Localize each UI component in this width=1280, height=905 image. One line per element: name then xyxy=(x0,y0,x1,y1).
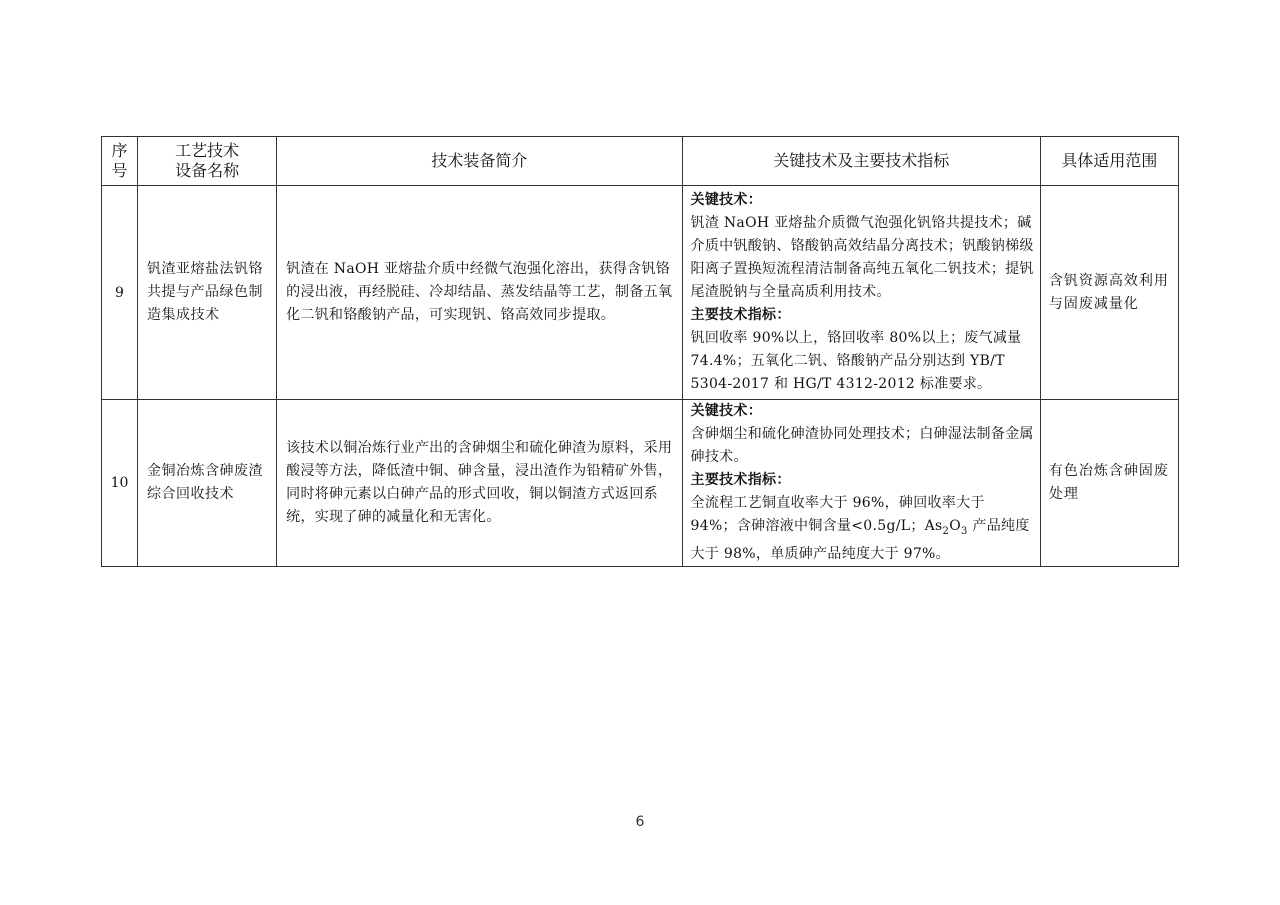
page-number: 6 xyxy=(635,814,645,830)
main-index-text: 钒回收率 90%以上，铬回收率 80%以上；废气减量 74.4%；五氧化二钒、铬酸钠产品分别达到 YB/T 5304-2017 和 HG/T 4312-2012 标准要求。 xyxy=(690,330,1022,392)
row-number: 9 xyxy=(102,186,138,400)
table-row xyxy=(102,400,1179,567)
key-technology-text: 含砷烟尘和硫化砷渣协同处理技术；白砷湿法制备金属砷技术。 xyxy=(690,426,1034,465)
technology-table xyxy=(101,136,1179,567)
technology-intro: 钒渣在 NaOH 亚熔盐介质中经微气泡强化溶出，获得含钒铬的浸出液，再经脱硅、冷却结晶、蒸发结晶等工艺，制备五氧化二钒和铬酸钠产品，可实现钒、铬高效同步提取。 xyxy=(277,186,682,400)
application-scope: 含钒资源高效利用与固废减量化 xyxy=(1040,186,1178,400)
main-index-text: 全流程工艺铜直收率大于 96%，砷回收率大于 94%；含砷溶液中铜含量<0.5g/L；$As_2O_3$ 产品纯度大于 98%，单质砷产品纯度大于 97%。 xyxy=(690,495,1030,562)
key-technology-label: 关键技术： xyxy=(690,403,763,419)
technology-name: 钒渣亚熔盐法钒铬共提与产品绿色制造集成技术 xyxy=(138,186,277,400)
header-no: 序号 xyxy=(102,137,138,186)
key-technology-label: 关键技术： xyxy=(690,192,763,208)
row-number: 10 xyxy=(102,400,138,567)
application-scope: 有色冶炼含砷固废处理 xyxy=(1040,400,1178,567)
key-technology-cell xyxy=(682,400,1040,567)
header-name: 工艺技术设备名称 xyxy=(138,137,277,186)
header-scope: 具体适用范围 xyxy=(1040,137,1178,186)
technology-intro: 该技术以铜冶炼行业产出的含砷烟尘和硫化砷渣为原料，采用酸浸等方法，降低渣中铜、砷含量，浸出渣作为铅精矿外售，同时将砷元素以白砷产品的形式回收，铜以铜渣方式返回系统，实现了砷的减量化和无害化。 xyxy=(277,400,682,567)
table-row xyxy=(102,186,1179,400)
key-technology-cell xyxy=(682,186,1040,400)
table-header-row xyxy=(102,137,1179,186)
main-index-label: 主要技术指标： xyxy=(690,307,791,323)
header-intro: 技术装备简介 xyxy=(277,137,682,186)
key-technology-text: 钒渣 NaOH 亚熔盐介质微气泡强化钒铬共提技术；碱介质中钒酸钠、铬酸钠高效结晶分离技术；钒酸钠梯级阳离子置换短流程清洁制备高纯五氧化二钒技术；提钒尾渣脱钠与全量高质利用技术。 xyxy=(690,215,1034,300)
header-key: 关键技术及主要技术指标 xyxy=(682,137,1040,186)
technology-name: 金铜冶炼含砷废渣综合回收技术 xyxy=(138,400,277,567)
main-index-label: 主要技术指标： xyxy=(690,472,791,488)
